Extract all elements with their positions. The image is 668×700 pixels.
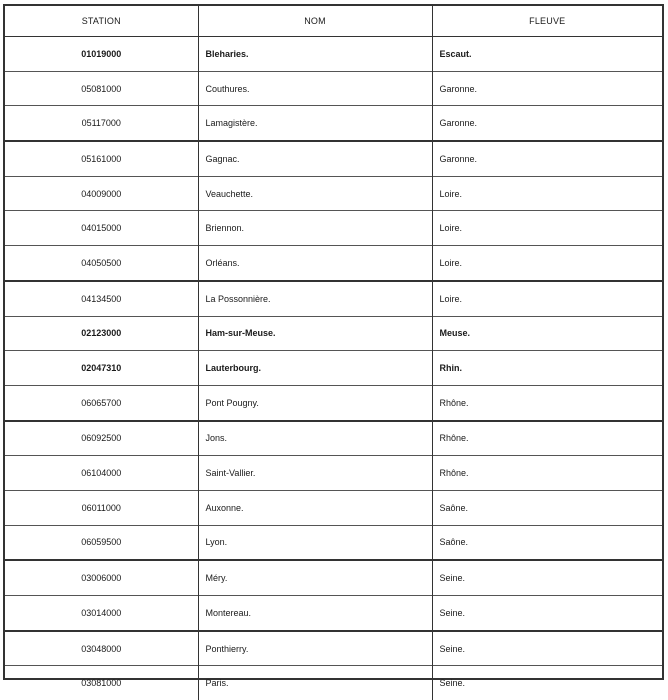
table-body — [5, 37, 662, 700]
nom-cell: Gagnac. — [198, 141, 432, 176]
header-station: STATION — [5, 6, 198, 37]
header-row — [5, 6, 662, 37]
table-row — [5, 141, 662, 176]
station-cell: 01019000 — [5, 37, 198, 72]
fleuve-cell: Saône. — [432, 490, 662, 525]
table-row — [5, 37, 662, 72]
nom-cell: Auxonne. — [198, 490, 432, 525]
station-cell: 06059500 — [5, 525, 198, 560]
nom-cell: Montereau. — [198, 596, 432, 631]
station-cell: 03014000 — [5, 596, 198, 631]
nom-cell: La Possonnière. — [198, 281, 432, 316]
station-cell: 03048000 — [5, 631, 198, 666]
nom-cell: Lauterbourg. — [198, 351, 432, 386]
fleuve-cell: Rhône. — [432, 421, 662, 456]
nom-cell: Ham-sur-Meuse. — [198, 316, 432, 351]
table-row — [5, 456, 662, 491]
table-row — [5, 71, 662, 106]
nom-cell: Bleharies. — [198, 37, 432, 72]
fleuve-cell: Meuse. — [432, 316, 662, 351]
table-row — [5, 525, 662, 560]
table-row — [5, 385, 662, 420]
nom-cell: Orléans. — [198, 246, 432, 281]
nom-cell: Saint-Vallier. — [198, 456, 432, 491]
stations-table — [5, 6, 662, 700]
fleuve-cell: Garonne. — [432, 71, 662, 106]
fleuve-cell: Seine. — [432, 666, 662, 700]
station-cell: 06065700 — [5, 385, 198, 420]
nom-cell: Paris. — [198, 666, 432, 700]
nom-cell: Lamagistère. — [198, 106, 432, 141]
stations-table-frame — [3, 4, 664, 680]
table-row — [5, 351, 662, 386]
fleuve-cell: Loire. — [432, 211, 662, 246]
fleuve-cell: Loire. — [432, 176, 662, 211]
table-row — [5, 106, 662, 141]
fleuve-cell: Seine. — [432, 631, 662, 666]
fleuve-cell: Loire. — [432, 246, 662, 281]
table-row — [5, 421, 662, 456]
station-cell: 04134500 — [5, 281, 198, 316]
station-cell: 03006000 — [5, 560, 198, 595]
fleuve-cell: Rhône. — [432, 456, 662, 491]
station-cell: 05081000 — [5, 71, 198, 106]
fleuve-cell: Seine. — [432, 596, 662, 631]
table-header — [5, 6, 662, 37]
station-cell: 06092500 — [5, 421, 198, 456]
station-cell: 05117000 — [5, 106, 198, 141]
station-cell: 03081000 — [5, 666, 198, 700]
nom-cell: Couthures. — [198, 71, 432, 106]
fleuve-cell: Rhône. — [432, 385, 662, 420]
table-row — [5, 176, 662, 211]
fleuve-cell: Rhin. — [432, 351, 662, 386]
nom-cell: Lyon. — [198, 525, 432, 560]
table-row — [5, 246, 662, 281]
nom-cell: Briennon. — [198, 211, 432, 246]
table-row — [5, 211, 662, 246]
nom-cell: Méry. — [198, 560, 432, 595]
station-cell: 04050500 — [5, 246, 198, 281]
station-cell: 04009000 — [5, 176, 198, 211]
fleuve-cell: Garonne. — [432, 141, 662, 176]
table-row — [5, 631, 662, 666]
nom-cell: Jons. — [198, 421, 432, 456]
fleuve-cell: Saône. — [432, 525, 662, 560]
fleuve-cell: Escaut. — [432, 37, 662, 72]
table-row — [5, 316, 662, 351]
table-row — [5, 666, 662, 700]
fleuve-cell: Loire. — [432, 281, 662, 316]
station-cell: 02123000 — [5, 316, 198, 351]
table-row — [5, 596, 662, 631]
nom-cell: Ponthierry. — [198, 631, 432, 666]
table-row — [5, 281, 662, 316]
header-nom: NOM — [198, 6, 432, 37]
station-cell: 06011000 — [5, 490, 198, 525]
fleuve-cell: Seine. — [432, 560, 662, 595]
table-row — [5, 560, 662, 595]
station-cell: 05161000 — [5, 141, 198, 176]
fleuve-cell: Garonne. — [432, 106, 662, 141]
station-cell: 04015000 — [5, 211, 198, 246]
header-fleuve: FLEUVE — [432, 6, 662, 37]
nom-cell: Veauchette. — [198, 176, 432, 211]
nom-cell: Pont Pougny. — [198, 385, 432, 420]
table-row — [5, 490, 662, 525]
station-cell: 02047310 — [5, 351, 198, 386]
station-cell: 06104000 — [5, 456, 198, 491]
